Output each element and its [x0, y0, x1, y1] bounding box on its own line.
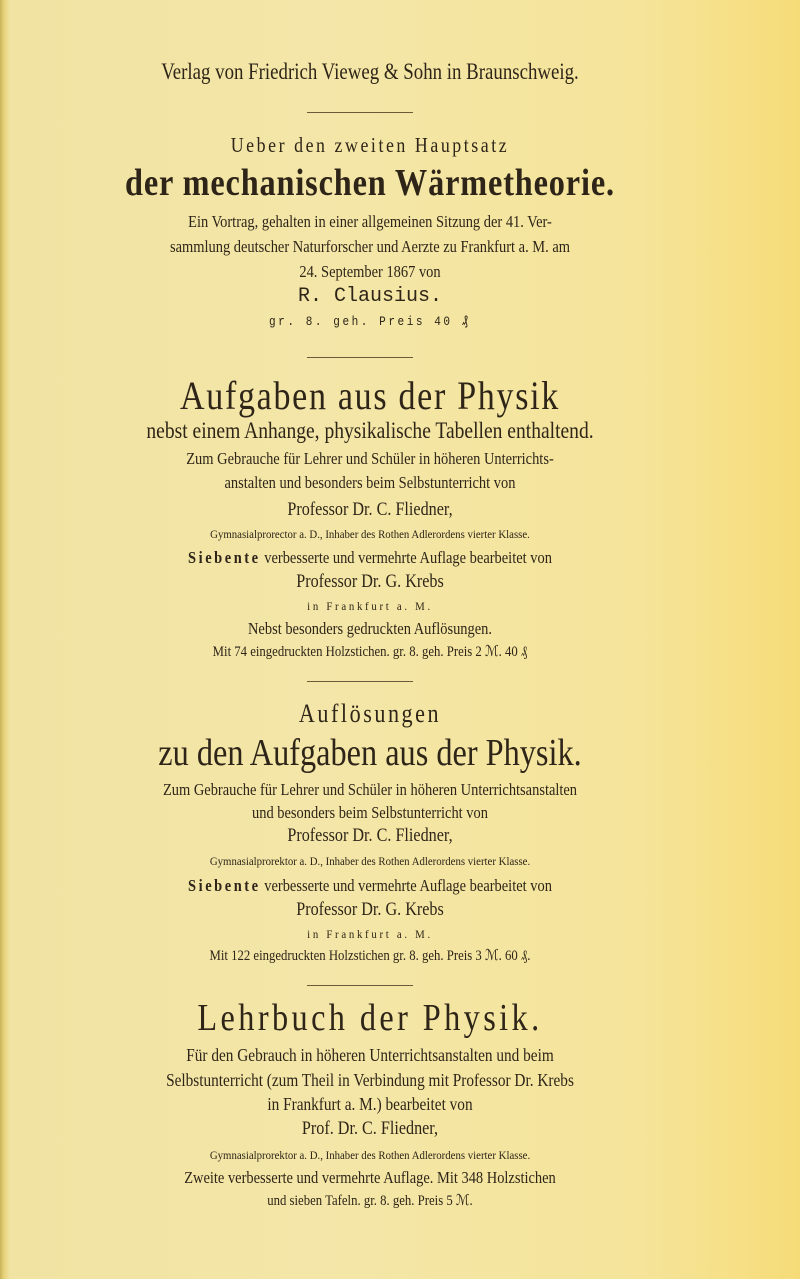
book2-price: Mit 74 eingedruckten Holzstichen. gr. 8. geh. Preis 2 ℳ. 40 ₰ [212, 644, 528, 660]
divider [307, 357, 413, 358]
book4-edition: Zweite verbesserte und vermehrte Auflage. Mit 348 Holzstichen [184, 1168, 556, 1187]
book4-desc: Für den Gebrauch in höheren Unterrichtsanstalten und beim [186, 1045, 554, 1065]
book1-desc: Ein Vortrag, gehalten in einer allgemeinen Sitzung der 41. Ver- [188, 212, 552, 231]
book3-price: Mit 122 eingedruckten Holzstichen gr. 8. geh. Preis 3 ℳ. 60 ₰. [209, 948, 531, 964]
edition-number: Siebente [188, 548, 261, 567]
edition-text: verbesserte und vermehrte Auflage bearbeitet von [260, 548, 552, 567]
divider [307, 985, 413, 986]
book3-author: Professor Dr. C. Fliedner, [287, 825, 453, 846]
book1-author: R. Clausius. [297, 285, 443, 308]
book1-desc: sammlung deutscher Naturforscher und Aerzte zu Frankfurt a. M. am [169, 237, 571, 256]
book2-subtitle: nebst einem Anhange, physikalische Tabellen enthaltend. [146, 418, 594, 443]
book2-editor: Professor Dr. G. Krebs [296, 571, 444, 592]
book3-title-b: zu den Aufgaben aus der Physik. [158, 732, 582, 774]
book2-extra: Nebst besonders gedruckten Auflösungen. [247, 619, 493, 638]
book4-title: Lehrbuch der Physik. [197, 997, 543, 1039]
book2-editor-place: in Frankfurt a. M. [307, 599, 433, 613]
book3-title-a: Auflösungen [298, 699, 442, 728]
book3-editor: Professor Dr. G. Krebs [296, 899, 444, 920]
book2-desc: anstalten und besonders beim Selbstunterricht von [224, 473, 516, 492]
book4-author: Prof. Dr. C. Fliedner, [301, 1118, 439, 1139]
book2-author-note: Gymnasialprorector a. D., Inhaber des Rothen Adlerordens vierter Klasse. [210, 527, 530, 541]
book2-desc: Zum Gebrauche für Lehrer und Schüler in höheren Unterrichts- [186, 449, 554, 468]
book3-desc: und besonders beim Selbstunterricht von [252, 803, 488, 822]
book2-author: Professor Dr. C. Fliedner, [287, 499, 453, 520]
book2-edition [90, 549, 651, 566]
book1-price: gr. 8. geh. Preis 40 ₰ [268, 314, 471, 329]
advertisement-page [40, 0, 700, 1279]
book3-desc: Zum Gebrauche für Lehrer und Schüler in höheren Unterrichtsanstalten [162, 780, 578, 799]
divider [307, 681, 413, 682]
book4-author-note: Gymnasialprorektor a. D., Inhaber des Rothen Adlerordens vierter Klasse. [209, 1148, 531, 1162]
book1-desc: 24. September 1867 von [299, 262, 441, 281]
book3-edition [90, 877, 651, 894]
book4-price: und sieben Tafeln. gr. 8. geh. Preis 5 ℳ. [267, 1193, 473, 1209]
book1-title-a: Ueber den zweiten Hauptsatz [230, 133, 510, 157]
edition-number: Siebente [188, 876, 261, 895]
book4-desc: in Frankfurt a. M.) bearbeitet von [267, 1094, 473, 1114]
book4-desc: Selbstunterricht (zum Theil in Verbindung mit Professor Dr. Krebs [166, 1070, 574, 1090]
book1-title-b: der mechanischen Wärmetheorie. [125, 162, 615, 204]
book2-title: Aufgaben aus der Physik [179, 373, 560, 418]
book3-author-note: Gymnasialprorektor a. D., Inhaber des Rothen Adlerordens vierter Klasse. [209, 854, 531, 868]
book3-editor-place: in Frankfurt a. M. [307, 927, 433, 941]
divider [307, 112, 413, 113]
publisher-header: Verlag von Friedrich Vieweg & Sohn in Braunschweig. [161, 59, 579, 84]
edition-text: verbesserte und vermehrte Auflage bearbeitet von [260, 876, 552, 895]
